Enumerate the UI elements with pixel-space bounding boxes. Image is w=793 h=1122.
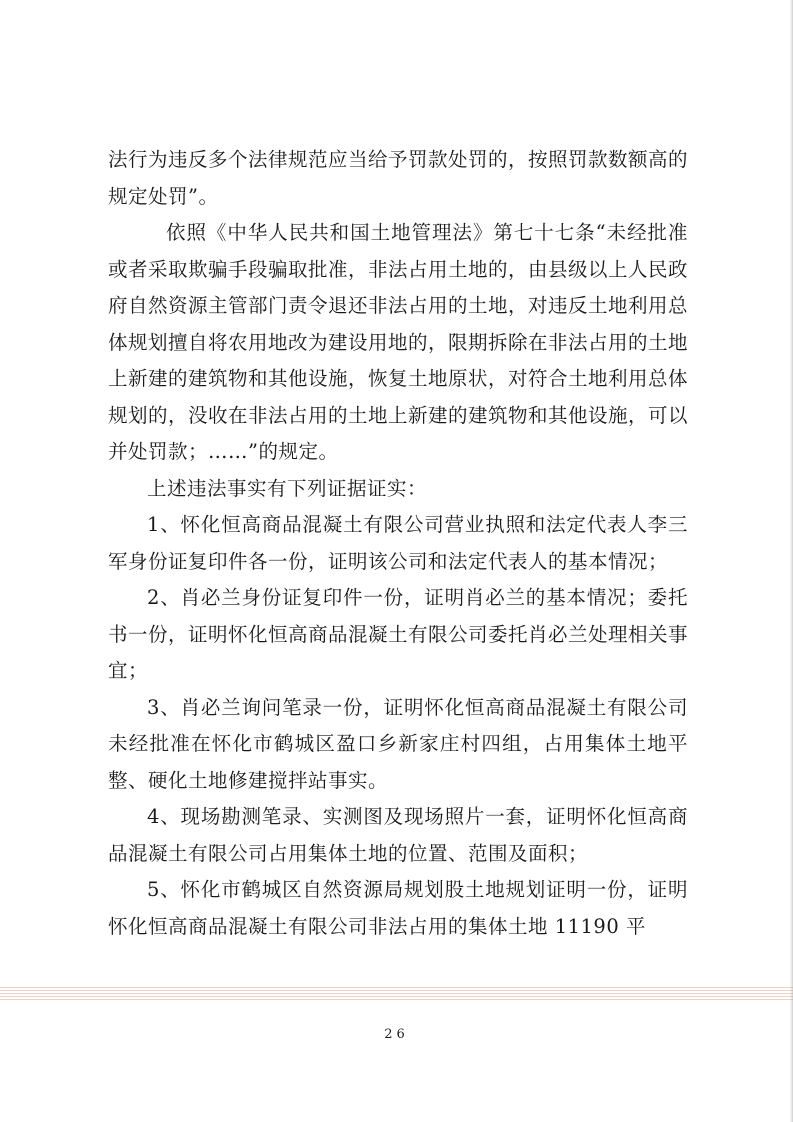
paragraph-legal-basis: 依照《中华人民共和国土地管理法》第七十七条“未经批准或者采取欺骗手段骗取批准，非法占用土地的，由县级以上人民政府自然资源主管部门责令退还非法占用的土地，对违反土地利用总体规划擅自将农用地改为建设用地的，限期拆除在非法占用的土地上新建的建筑物和其他设施，恢复土地原状，对符合土地利用总体规划的，没收在非法占用的土地上新建的建筑物和其他设施，可以并处罚款；……”的规定。 [108, 221, 689, 463]
scan-artifact-band [0, 987, 793, 1001]
evidence-item-5: 5、怀化市鹤城区自然资源局规划股土地规划证明一份，证明怀化恒高商品混凝土有限公司非法占用的集体土地 11190 平 [108, 878, 688, 938]
document-body [108, 142, 688, 945]
paragraph-continuation: 法行为违反多个法律规范应当给予罚款处罚的，按照罚款数额高的规定处罚”。 [108, 148, 689, 208]
evidence-item-4: 4、现场勘测笔录、实测图及现场照片一套，证明怀化恒高商品混凝土有限公司占用集体土地的位置、范围及面积； [108, 805, 688, 865]
paragraph-evidence-intro: 上述违法事实有下列证据证实： [147, 476, 428, 500]
evidence-item-2: 2、肖必兰身份证复印件一份，证明肖必兰的基本情况；委托书一份，证明怀化恒高商品混凝土有限公司委托肖必兰处理相关事宜； [108, 586, 689, 682]
evidence-item-3: 3、肖必兰询问笔录一份，证明怀化恒高商品混凝土有限公司未经批准在怀化市鹤城区盈口乡新家庄村四组，占用集体土地平整、硬化土地修建搅拌站事实。 [108, 695, 688, 792]
evidence-item-1: 1、怀化恒高商品混凝土有限公司营业执照和法定代表人李三军身份证复印件各一份，证明该公司和法定代表人的基本情况； [108, 513, 688, 573]
page-number: 26 [384, 1027, 409, 1042]
